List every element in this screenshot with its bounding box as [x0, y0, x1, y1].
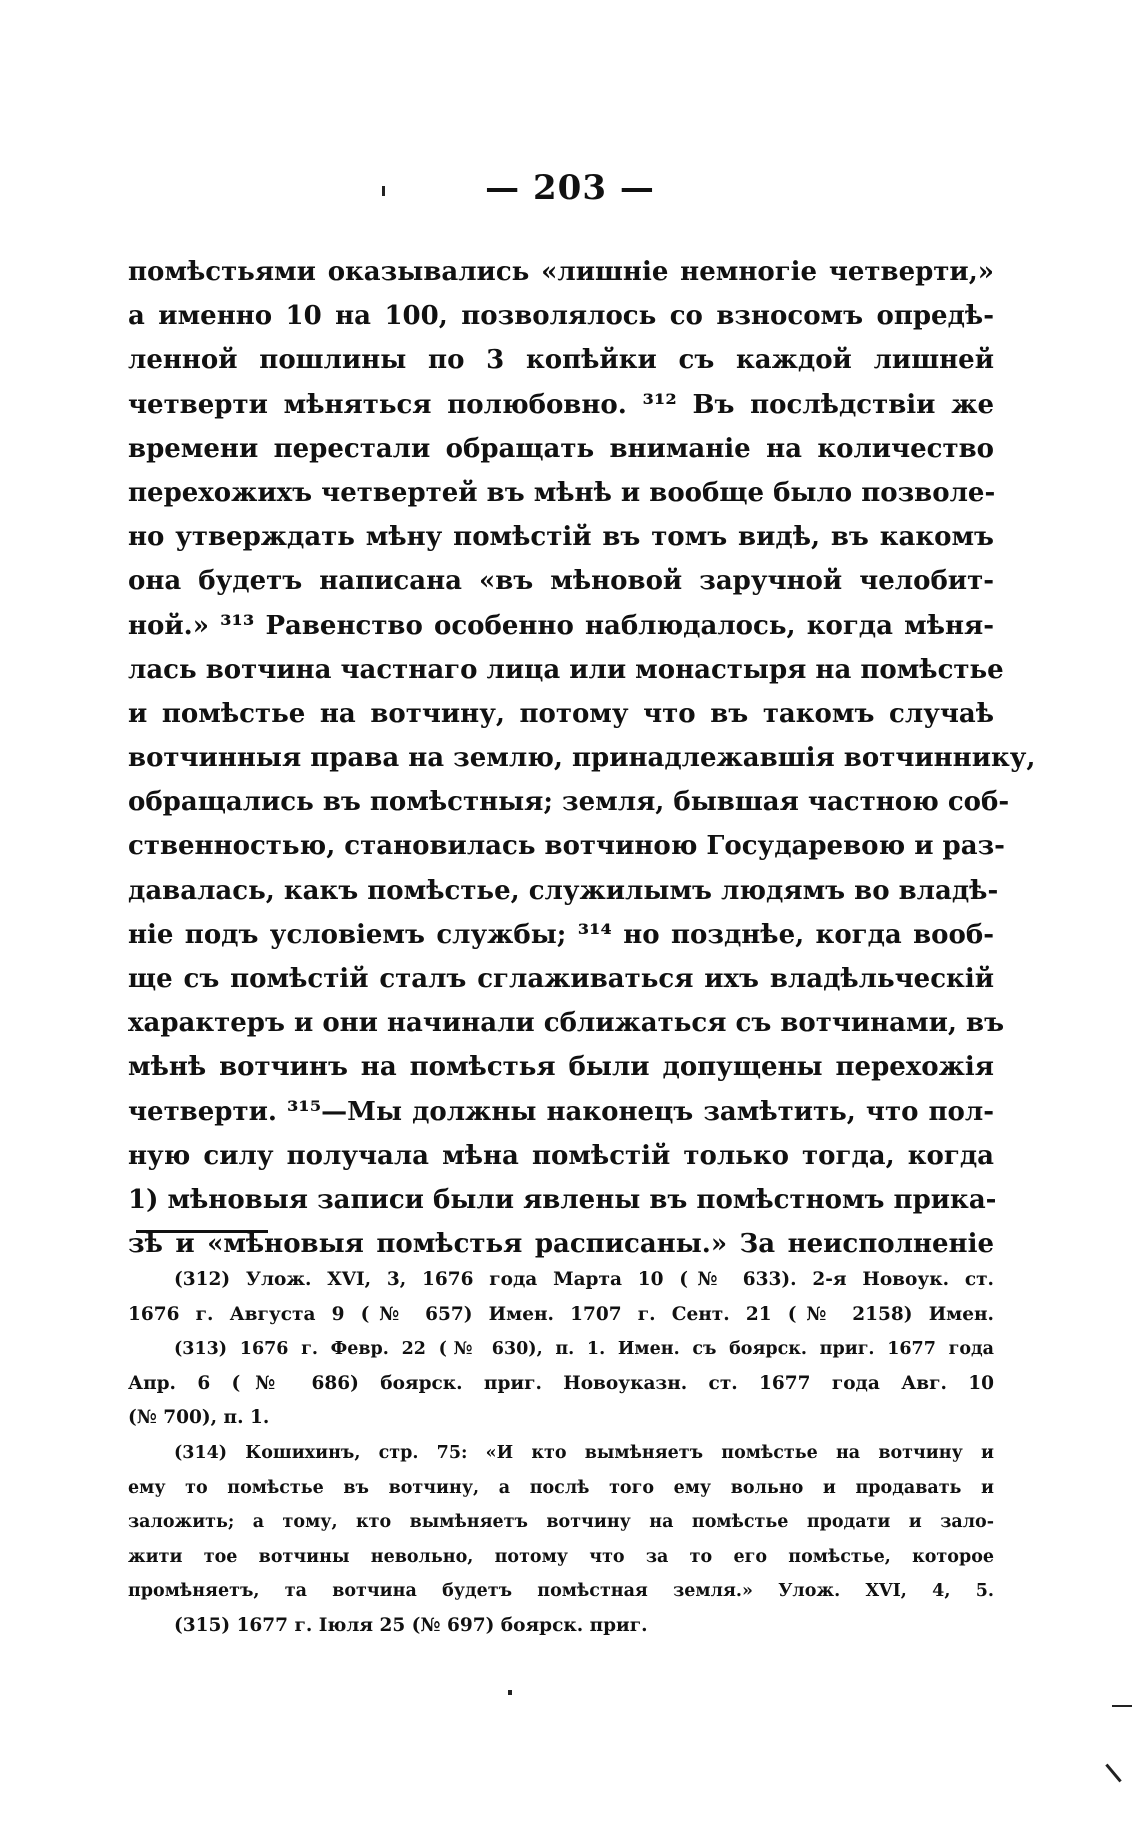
- footnote-divider: [136, 1230, 268, 1233]
- footnote-line: (312) Улож. XVI, 3, 1676 года Марта 10 (№ 633). 2-я Новоук. ст.: [174, 1269, 994, 1290]
- main-text: [128, 250, 1036, 1266]
- footnote-line: (№ 700), п. 1.: [128, 1407, 270, 1429]
- text-line: характеръ и они начинали сближаться съ вотчинами, въ: [128, 1008, 1005, 1039]
- text-line: но утверждать мѣну помѣстій въ томъ видѣ, въ какомъ: [128, 522, 994, 553]
- text-line: ной.» ³¹³ Равенство особенно наблюдалось, когда мѣня-: [128, 610, 994, 641]
- text-line: ную силу получала мѣна помѣстій только тогда, когда: [128, 1140, 994, 1171]
- scan-speck: [1112, 1705, 1132, 1707]
- text-line: ленной пошлины по 3 копѣйки съ каждой лишней: [128, 345, 994, 376]
- scan-speck: [382, 186, 385, 196]
- footnote-line: промѣняетъ, та вотчина будетъ помѣстная земля.» Улож. XVI, 4, 5.: [128, 1581, 994, 1602]
- text-line: четверти мѣняться полюбовно. ³¹² Въ послѣдствіи же: [128, 389, 994, 420]
- text-line: вотчинныя права на землю, принадлежавшія вотчиннику,: [128, 743, 1036, 774]
- text-line: времени перестали обращать вниманіе на количество: [128, 433, 994, 464]
- footnote-line: жити тое вотчины невольно, потому что за то его помѣстье, которое: [128, 1546, 994, 1567]
- footnote-line: (313) 1676 г. Февр. 22 (№ 630), п. 1. Имен. съ боярск. приг. 1677 года: [174, 1339, 994, 1360]
- scan-speck: [508, 1690, 512, 1695]
- text-line: и помѣстье на вотчину, потому что въ такомъ случаѣ: [128, 698, 994, 729]
- footnote-line: ему то помѣстье въ вотчину, а послѣ того ему вольно и продавать и: [128, 1477, 994, 1498]
- text-line: ственностью, становилась вотчиною Государевою и раз-: [128, 831, 1005, 862]
- text-line: ніе подъ условіемъ службы; ³¹⁴ но позднѣе, когда вооб-: [128, 919, 994, 950]
- text-line: мѣнѣ вотчинъ на помѣстья были допущены перехожія: [128, 1052, 994, 1083]
- text-line: лась вотчина частнаго лица или монастыря на помѣстье: [128, 654, 1004, 685]
- footnotes: [128, 1263, 994, 1644]
- text-line: зѣ и «мѣновыя помѣстья расписаны.» За неисполненіе: [128, 1229, 994, 1260]
- text-line: обращались въ помѣстныя; земля, бывшая частною соб-: [128, 787, 1010, 818]
- text-line: четверти. ³¹⁵—Мы должны наконецъ замѣтить, что пол-: [128, 1096, 994, 1127]
- text-line: она будетъ написана «въ мѣновой заручной челобит-: [128, 566, 994, 597]
- text-line: давалась, какъ помѣстье, служилымъ людямъ во владѣ-: [128, 875, 999, 906]
- page-number: — 203 —: [485, 168, 655, 208]
- text-line: 1) мѣновыя записи были явлены въ помѣстномъ прика-: [128, 1184, 997, 1215]
- text-line: перехожихъ четвертей въ мѣнѣ и вообще было позволе-: [128, 477, 996, 508]
- footnote-line: (315) 1677 г. Іюля 25 (№ 697) боярск. приг.: [174, 1614, 648, 1636]
- footnote-line: 1676 г. Августа 9 (№ 657) Имен. 1707 г. Сент. 21 (№ 2158) Имен.: [128, 1303, 994, 1325]
- text-line: ще съ помѣстій сталъ сглаживаться ихъ владѣльческій: [128, 964, 994, 994]
- scan-speck: [1105, 1764, 1121, 1783]
- footnote-line: Апр. 6 (№ 686) боярск. приг. Новоуказн. ст. 1677 года Авг. 10: [128, 1372, 994, 1394]
- text-line: помѣстьями оказывались «лишніе немногіе четверти,»: [128, 257, 994, 287]
- footnote-line: (314) Кошихинъ, стр. 75: «И кто вымѣняетъ помѣстье на вотчину и: [174, 1442, 994, 1463]
- text-line: а именно 10 на 100, позволялось со взносомъ опредѣ-: [128, 301, 994, 332]
- footnote-line: заложить; а тому, кто вымѣняетъ вотчину на помѣстье продати и зало-: [128, 1512, 994, 1533]
